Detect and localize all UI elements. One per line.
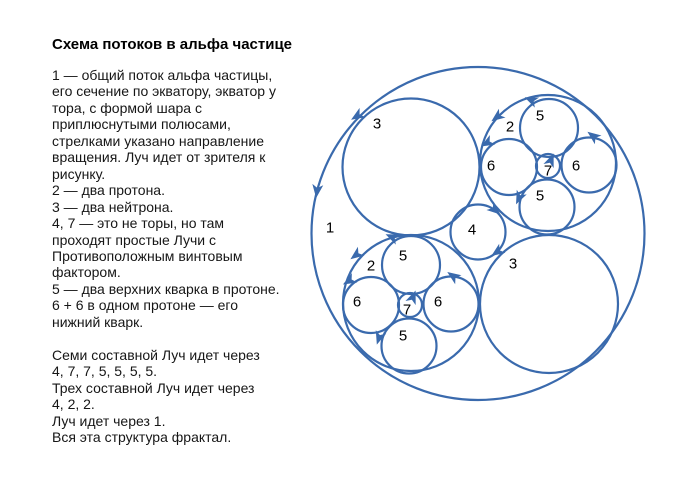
neutron-3-top-left-circle xyxy=(343,99,480,236)
quark-6-right-tr-circle xyxy=(562,138,617,193)
diagram-label-6: 6 xyxy=(433,293,443,311)
diagram-label-4: 4 xyxy=(467,221,477,239)
diagram-label-3: 3 xyxy=(372,115,382,133)
diagram-label-5: 5 xyxy=(535,187,545,205)
quark-5-bottom-tr-circle xyxy=(520,180,575,235)
diagram-label-1: 1 xyxy=(325,219,335,237)
diagram-label-5: 5 xyxy=(398,327,408,345)
neutron-3-bottom-right-circle xyxy=(480,235,618,373)
diagram-label-6: 6 xyxy=(486,157,496,175)
rotation-arrowhead-icon xyxy=(311,184,324,199)
diagram-label-7: 7 xyxy=(402,301,412,319)
explanation-text: 1 — общий поток альфа частицы, его сечение по экватору, экватор у тора, с формой шара с приплюснутыми полюсами, стрелками указано направление вращения. Луч идет от зрителя к рисунку. 2 — два протона. 3 — два нейтрона. 4, 7 — это не торы, но там проходят простые Лучи с Противоположным винтовым фактором. 5 — два верхних кварка в протоне. 6 + 6 в одном протоне — его нижний кварк. Семи составной Луч идет через 4, 7, 7, 5, 5, 5, 5. Трех составной Луч идет через 4, 2, 2. Луч идет через 1. Вся эта структура фрактал. xyxy=(52,67,280,445)
quark-5-bottom-bl-circle xyxy=(382,319,437,374)
diagram-label-6: 6 xyxy=(352,293,362,311)
rotation-arrowhead-icon xyxy=(584,127,601,144)
diagram-label-6: 6 xyxy=(571,157,581,175)
rotation-arrowhead-icon xyxy=(347,247,364,264)
diagram-label-2: 2 xyxy=(505,118,515,136)
diagram-label-2: 2 xyxy=(366,257,376,275)
diagram-label-5: 5 xyxy=(535,107,545,125)
diagram-label-3: 3 xyxy=(508,255,518,273)
diagram-label-5: 5 xyxy=(398,247,408,265)
quark-6-right-bl-circle xyxy=(424,277,479,332)
rotation-arrowhead-icon xyxy=(348,108,365,124)
diagram-label-7: 7 xyxy=(543,162,553,180)
page-title: Схема потоков в альфа частице xyxy=(52,36,293,53)
